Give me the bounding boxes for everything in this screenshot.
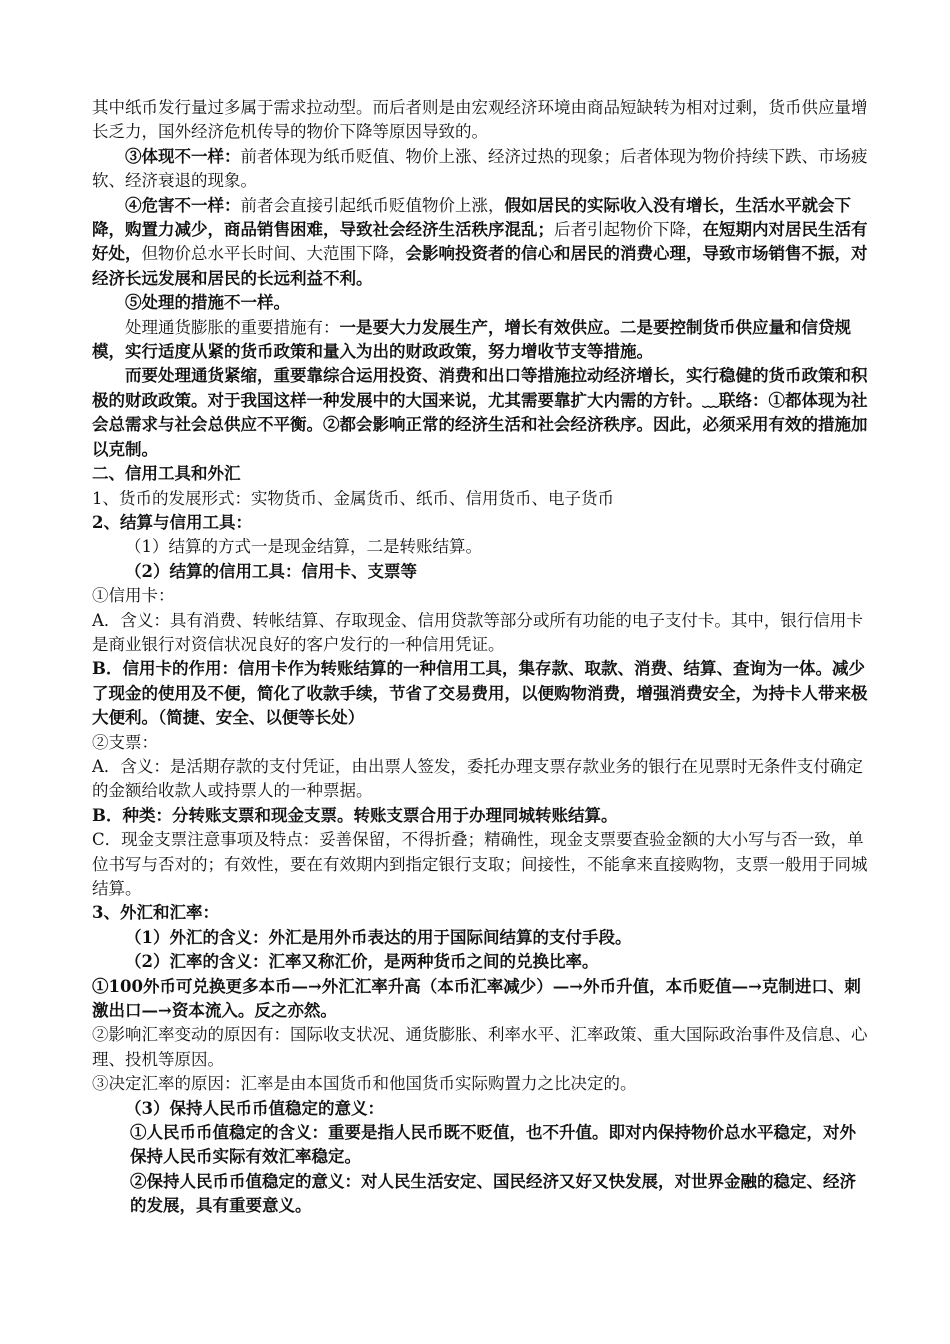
check-types: B．种类：分转账支票和现金支票。转账支票合用于办理同城转账结算。 (92, 805, 618, 825)
text-harm-4: 在短期内对居民生活有好处， (92, 220, 868, 264)
exchange-rate-definition: （2）汇率的含义：汇率又称汇价，是两种货币之间的兑换比率。 (125, 952, 599, 972)
check-definition: A．含义：是活期存款的支付凭证，由出票人签发，委托办理支票存款业务的银行在见票时无条件支付确定的金额给收款人或持票人的一种票据。 (92, 756, 863, 801)
text-manifestation: 前者体现为纸币贬值、物价上涨、经济过热的现象；后者体现为物价持续下跌、市场疲软、经济衰退的现象。 (92, 146, 868, 191)
exchange-rate-determinant: ③决定汇率的原因：汇率是由本国货币和他国货币实际购置力之比决定的。 (92, 1074, 637, 1094)
exchange-rate-factors: ②影响汇率变动的原因有：国际收支状况、通货膨胀、利率水平、汇率政策、重大国际政治事件及信息、心理、投机等原因。 (92, 1025, 868, 1069)
list-item-credit-card: ①信用卡： (92, 586, 175, 606)
paragraph-inflation-cause: 其中纸币发行量过多属于需求拉动型。而后者则是由宏观经济环境由商品短缺转为相对过剩，货币供应量增长乏力，国外经济危机传导的物价下降等原因导致的。 (92, 98, 868, 142)
text-harm-5: 但物价总水平长时间、大范围下降， (141, 244, 406, 264)
document-page (92, 96, 872, 1219)
heading-harm: ④危害不一样： (125, 195, 241, 215)
heading-manifestation: ③体现不一样： (125, 146, 241, 166)
paragraph-harm (92, 194, 872, 292)
list-item-forex: 3、外汇和汇率： (92, 903, 219, 923)
section-heading-credit: 二、信用工具和外汇 (92, 464, 241, 484)
credit-card-function: B．信用卡的作用：信用卡作为转账结算的一种信用工具，集存款、取款、消费、结算、查询为一体。减少了现金的使用及不便，简化了收款手续，节省了交易费用，以便购物消费，增强消费安全，为持卡人带来极大便利。（简捷、安全、以便等长处） (92, 659, 868, 728)
list-item-settlement: 2、结算与信用工具： (92, 512, 252, 532)
text-measures-1: 处理通货膨胀的重要措施有： (125, 317, 340, 337)
text-harm-1: 前者会直接引起纸币贬值物价上涨， (240, 195, 505, 215)
rmb-stability-significance: ②保持人民币币值稳定的意义：对人民生活安定、国民经济又好又快发展，对世界金融的稳定、经济的发展，具有重要意义。 (130, 1171, 856, 1216)
list-item-credit-tools: （2）结算的信用工具：信用卡、支票等 (125, 561, 417, 581)
credit-card-definition: A．含义：具有消费、转帐结算、存取现金、信用贷款等部分或所有功能的电子支付卡。其中，银行信用卡是商业银行对资信状况良好的客户发行的一种信用凭证。 (92, 610, 863, 654)
list-item-currency-forms: 1、货币的发展形式：实物货币、金属货币、纸币、信用货币、电子货币 (92, 488, 614, 508)
forex-definition: （1）外汇的含义：外汇是用外币表达的用于国际间结算的支付手段。 (125, 927, 632, 947)
rmb-stability-meaning: ①人民币币值稳定的含义：重要是指人民币既不贬值，也不升值。即对内保持物价总水平稳定，对外保持人民币实际有效汇率稳定。 (130, 1123, 856, 1167)
text-harm-2: 假如居民的实际收入没有增长，生活水平就会下降，购置力减少，商品销售困难，导致社会经济生活秩序混乱； (92, 195, 851, 240)
list-item-check: ②支票： (92, 732, 158, 752)
exchange-rate-effects: ①100外币可兑换更多本币—→外汇汇率升高（本币汇率减少）—→外币升值，本币贬值—→克制进口、刺激出口—→资本流入。反之亦然。 (92, 976, 861, 1021)
text-harm-6: 会影响投资者的信心和居民的消费心理，导致市场销售不振，对经济长远发展和居民的长远利益不利。 (92, 244, 868, 288)
heading-measures: ⑤处理的措施不一样。 (125, 293, 290, 313)
list-item-settlement-methods: （1）结算的方式一是现金结算，二是转账结算。 (125, 537, 482, 557)
check-notes: C．现金支票注意事项及特点：妥善保留，不得折叠；精确性，现金支票要查验金额的大小写与否一致，单位书写与否对的；有效性，要在有效期内到指定银行支取；间接性，不能拿来直接购物，支票一般用于同城结算。 (92, 830, 868, 898)
rmb-stability-heading: （3）保持人民币币值稳定的意义： (125, 1098, 384, 1118)
paragraph-inflation-measures (92, 316, 872, 365)
paragraph-deflation-measures: 而要处理通货紧缩，重要靠综合运用投资、消费和出口等措施拉动经济增长，实行稳健的货币政策和积极的财政政策。对于我国这样一种发展中的大国来说，尤其需要靠扩大内需的方针。﹏联络：①都体现为社会总需求与社会总供应不平衡。②都会影响正常的经济生活和社会经济秩序。因此，必须采用有效的措施加以克制。 (92, 366, 868, 459)
text-measures-2: 一是要大力发展生产，增长有效供应。二是要控制货币供应量和信贷规模，实行适度从紧的货币政策和量入为出的财政政策，努力增收节支等措施。 (92, 317, 851, 362)
text-harm-3: 后者引起物价下降， (554, 220, 703, 240)
paragraph-manifestation (92, 145, 872, 194)
